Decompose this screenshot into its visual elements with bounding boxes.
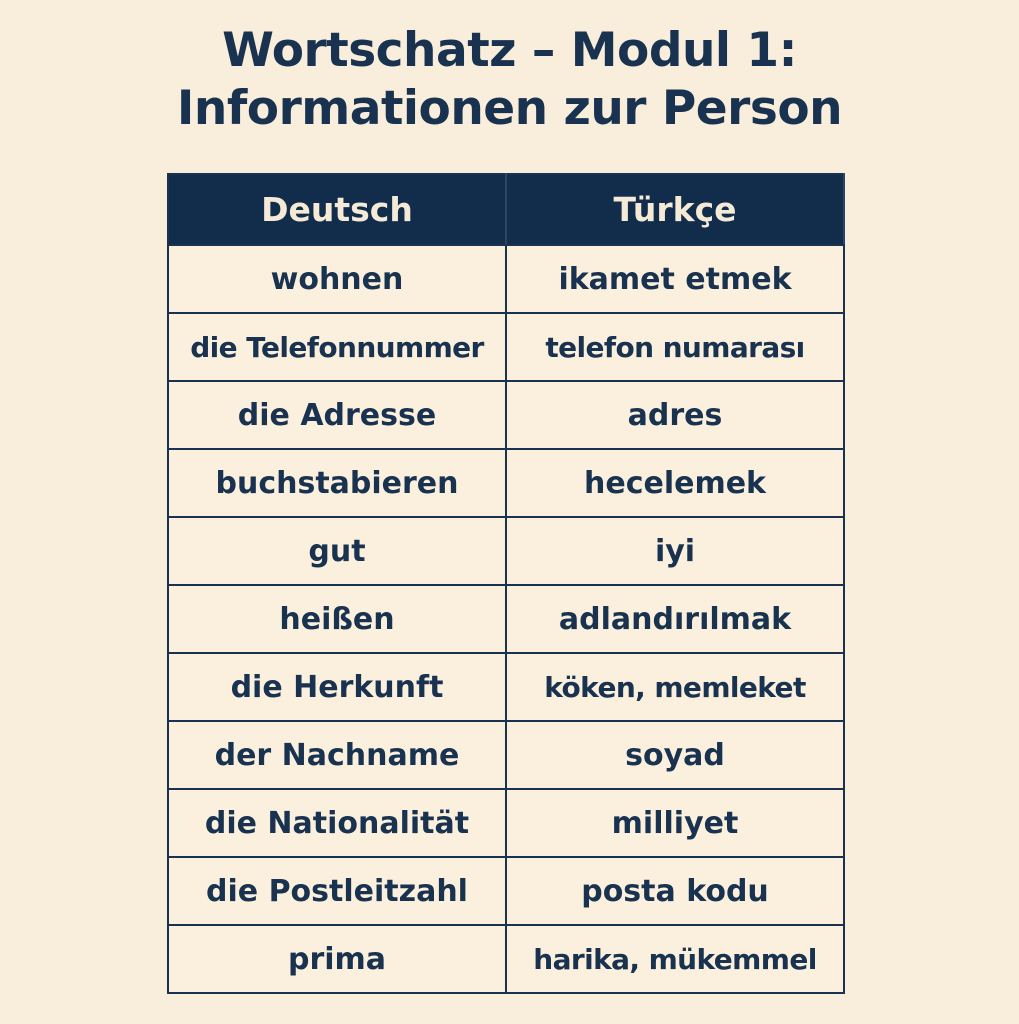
table-header-row: [168, 174, 844, 245]
table-row: [168, 857, 844, 925]
german-word: wohnen: [168, 245, 506, 313]
german-word: die Telefonnummer: [168, 313, 506, 381]
german-word: gut: [168, 517, 506, 585]
turkish-word: posta kodu: [506, 857, 844, 925]
table-row: [168, 585, 844, 653]
turkish-word: telefon numarası: [506, 313, 844, 381]
table-row: [168, 721, 844, 789]
page-title: [0, 22, 1019, 138]
table-row: [168, 653, 844, 721]
turkish-word: harika, mükemmel: [506, 925, 844, 993]
table-row: [168, 381, 844, 449]
title-line-2: Informationen zur Person: [176, 81, 843, 136]
german-word: buchstabieren: [168, 449, 506, 517]
turkish-word: adres: [506, 381, 844, 449]
german-word: prima: [168, 925, 506, 993]
turkish-word: milliyet: [506, 789, 844, 857]
vocabulary-table: [167, 173, 845, 994]
german-word: die Postleitzahl: [168, 857, 506, 925]
turkish-word: hecelemek: [506, 449, 844, 517]
table-row: [168, 313, 844, 381]
table-row: [168, 517, 844, 585]
header-deutsch: Deutsch: [168, 174, 506, 245]
turkish-word: adlandırılmak: [506, 585, 844, 653]
turkish-word: köken, memleket: [506, 653, 844, 721]
turkish-word: iyi: [506, 517, 844, 585]
title-line-1: Wortschatz – Modul 1:: [222, 23, 797, 78]
german-word: heißen: [168, 585, 506, 653]
turkish-word: ikamet etmek: [506, 245, 844, 313]
german-word: die Nationalität: [168, 789, 506, 857]
german-word: die Adresse: [168, 381, 506, 449]
table-row: [168, 789, 844, 857]
german-word: die Herkunft: [168, 653, 506, 721]
table-row: [168, 925, 844, 993]
turkish-word: soyad: [506, 721, 844, 789]
header-tuerkce: Türkçe: [506, 174, 844, 245]
table-row: [168, 245, 844, 313]
table-row: [168, 449, 844, 517]
german-word: der Nachname: [168, 721, 506, 789]
